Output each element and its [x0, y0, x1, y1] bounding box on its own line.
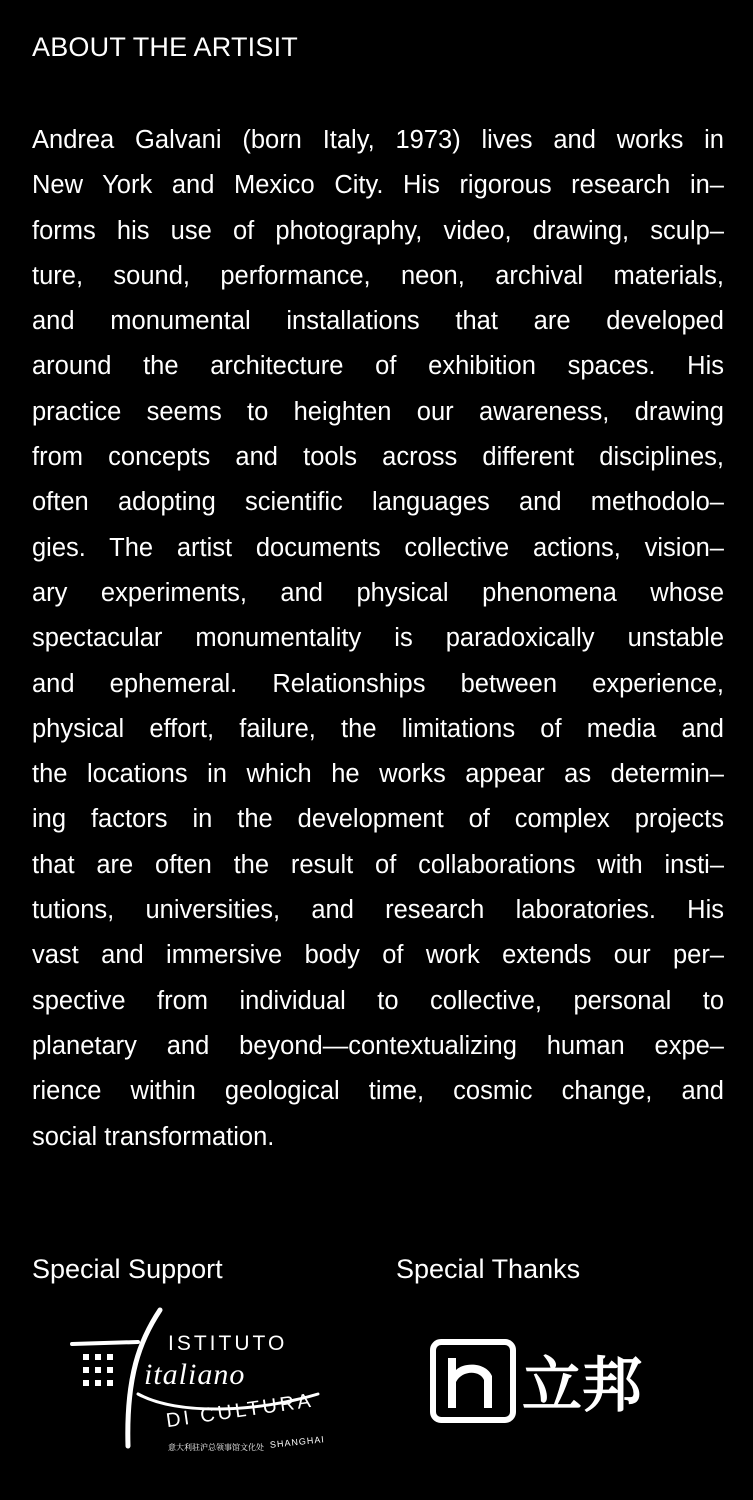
logo-word-istituto: ISTITUTO [168, 1332, 288, 1355]
bio-line: social transformation. [32, 1122, 275, 1151]
section-heading: ABOUT THE ARTISIT [32, 32, 298, 62]
bio-line: and monumental installations that are developed [32, 307, 724, 336]
bio-line: from concepts and tools across different disciplines, [32, 443, 724, 472]
bio-line: tutions, universities, and research laboratories. His [32, 896, 724, 925]
bio-line: Andrea Galvani (born Italy, 1973) lives and works in [32, 126, 724, 154]
bio-line: around the architecture of exhibition spaces. His [32, 352, 724, 381]
artist-bio [32, 118, 724, 1160]
logo-subtitle-cn: 意大利驻沪总领事馆文化处 [168, 1443, 264, 1452]
logo-word-italiano: italiano [144, 1358, 246, 1391]
bio-line: often adopting scientific languages and methodolo– [32, 488, 724, 517]
dot-grid-icon [83, 1354, 113, 1386]
bio-line: ing factors in the development of complex projects [32, 805, 724, 834]
bio-line: the locations in which he works appear as determin– [32, 760, 724, 789]
bio-line: spective from individual to collective, personal to [32, 986, 724, 1015]
logo-name-cn: 立邦 [522, 1351, 642, 1421]
bio-line: rience within geological time, cosmic change, and [32, 1077, 724, 1106]
special-thanks-label: Special Thanks [396, 1254, 581, 1284]
logo-subtitle-en: SHANGHAI [269, 1434, 326, 1450]
bio-line: that are often the result of collaborations with insti– [32, 850, 724, 879]
bio-line: New York and Mexico City. His rigorous research in– [32, 171, 724, 200]
istituto-italiano-di-cultura-logo [68, 1306, 330, 1456]
bio-line: ary experiments, and physical phenomena whose [32, 578, 724, 607]
nippon-paint-logo [430, 1336, 654, 1426]
bio-line: practice seems to heighten our awareness, drawing [32, 397, 724, 426]
bio-line: and ephemeral. Relationships between experience, [32, 669, 724, 698]
nippon-mark-icon [433, 1342, 513, 1420]
bio-line: ture, sound, performance, neon, archival materials, [32, 261, 724, 290]
bio-line: gies. The artist documents collective actions, vision– [32, 533, 724, 562]
bio-line: planetary and beyond—contextualizing human expe– [32, 1031, 724, 1060]
logo-word-di-cultura: DI CULTURA [164, 1389, 315, 1433]
bio-line: forms his use of photography, video, drawing, sculp– [32, 216, 724, 245]
bio-line: spectacular monumentality is paradoxically unstable [32, 624, 724, 653]
special-support-label: Special Support [32, 1254, 223, 1284]
bio-line: vast and immersive body of work extends our per– [32, 941, 724, 970]
bio-line: physical effort, failure, the limitations of media and [32, 714, 724, 743]
